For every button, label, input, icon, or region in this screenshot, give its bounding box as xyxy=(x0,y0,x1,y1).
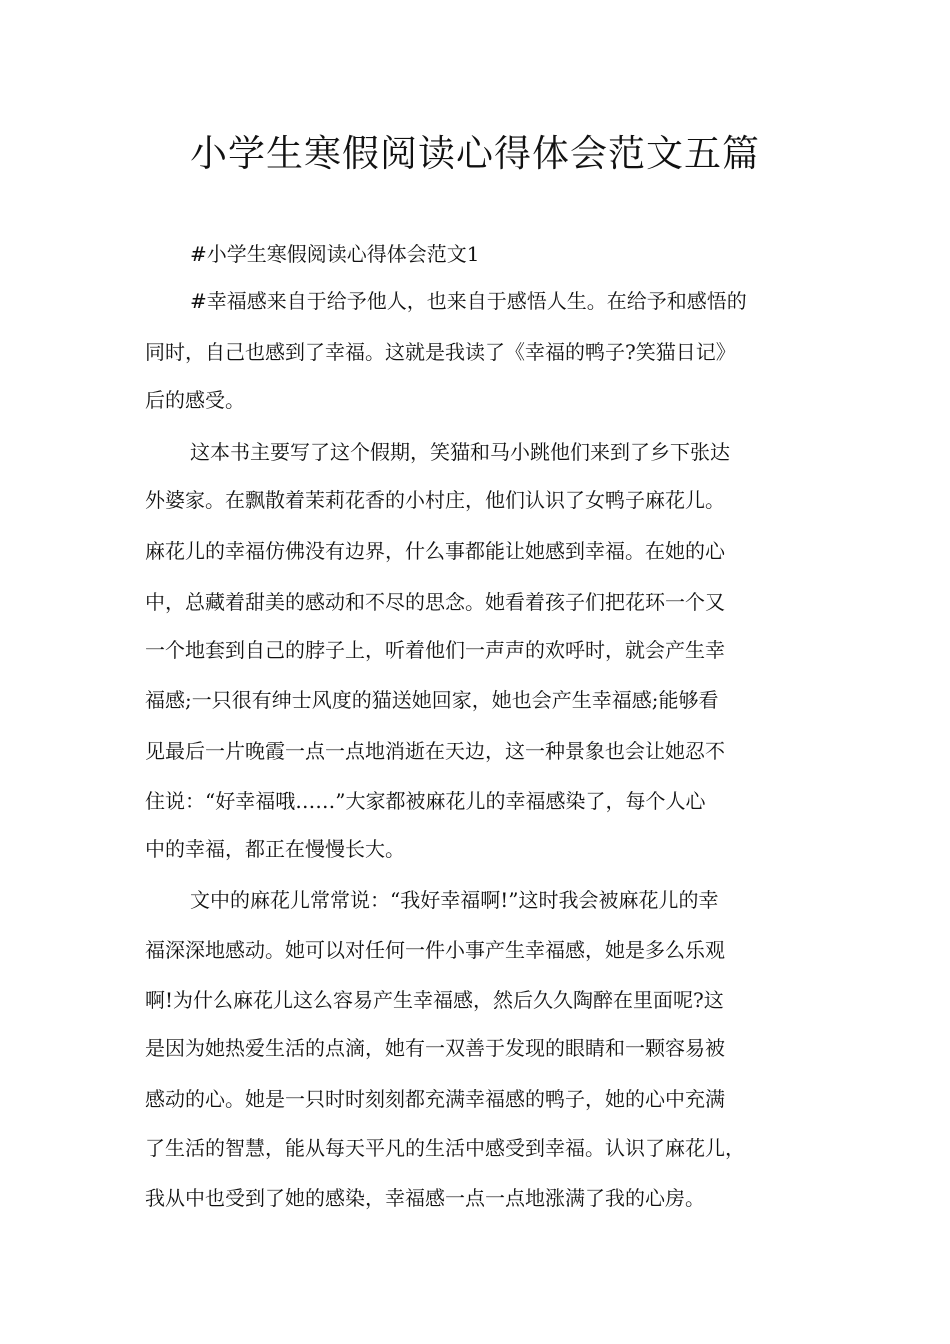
paragraph-line: 福深深地感动。她可以对任何一件小事产生幸福感，她是多么乐观 xyxy=(145,938,725,962)
paragraph-line: 我从中也受到了她的感染，幸福感一点一点地涨满了我的心房。 xyxy=(145,1186,705,1210)
paragraph-line: 麻花儿的幸福仿佛没有边界，什么事都能让她感到幸福。在她的心 xyxy=(145,539,725,563)
paragraph-line: 文中的麻花儿常常说：“我好幸福啊!”这时我会被麻花儿的幸 xyxy=(190,888,719,912)
paragraph-line: 感动的心。她是一只时时刻刻都充满幸福感的鸭子，她的心中充满 xyxy=(145,1087,725,1111)
paragraph-line: #幸福感来自于给予他人，也来自于感悟人生。在给予和感悟的 xyxy=(190,289,747,313)
section-heading: #小学生寒假阅读心得体会范文1 xyxy=(190,242,480,266)
paragraph-line: 外婆家。在飘散着茉莉花香的小村庄，他们认识了女鸭子麻花儿。 xyxy=(145,488,725,512)
paragraph-line: 中，总藏着甜美的感动和不尽的思念。她看着孩子们把花环一个又 xyxy=(145,590,725,614)
paragraph-line: 住说：“好幸福哦……”大家都被麻花儿的幸福感染了，每个人心 xyxy=(145,789,706,813)
paragraph-line: 同时，自己也感到了幸福。这就是我读了《幸福的鸭子?笑猫日记》 xyxy=(145,340,736,364)
paragraph-line: 一个地套到自己的脖子上，听着他们一声声的欢呼时，就会产生幸 xyxy=(145,638,725,662)
paragraph-line: 福感;一只很有绅士风度的猫送她回家，她也会产生幸福感;能够看 xyxy=(145,688,719,712)
paragraph-line: 啊!为什么麻花儿这么容易产生幸福感，然后久久陶醉在里面呢?这 xyxy=(145,988,724,1012)
paragraph-line: 这本书主要写了这个假期，笑猫和马小跳他们来到了乡下张达 xyxy=(190,440,730,464)
paragraph-line: 是因为她热爱生活的点滴，她有一双善于发现的眼睛和一颗容易被 xyxy=(145,1036,725,1060)
paragraph-line: 见最后一片晚霞一点一点地消逝在天边，这一种景象也会让她忍不 xyxy=(145,739,725,763)
paragraph-line: 中的幸福，都正在慢慢长大。 xyxy=(145,837,405,861)
paragraph-line: 后的感受。 xyxy=(145,388,245,412)
document-title: 小学生寒假阅读心得体会范文五篇 xyxy=(190,132,760,175)
paragraph-line: 了生活的智慧，能从每天平凡的生活中感受到幸福。认识了麻花儿， xyxy=(145,1136,745,1160)
